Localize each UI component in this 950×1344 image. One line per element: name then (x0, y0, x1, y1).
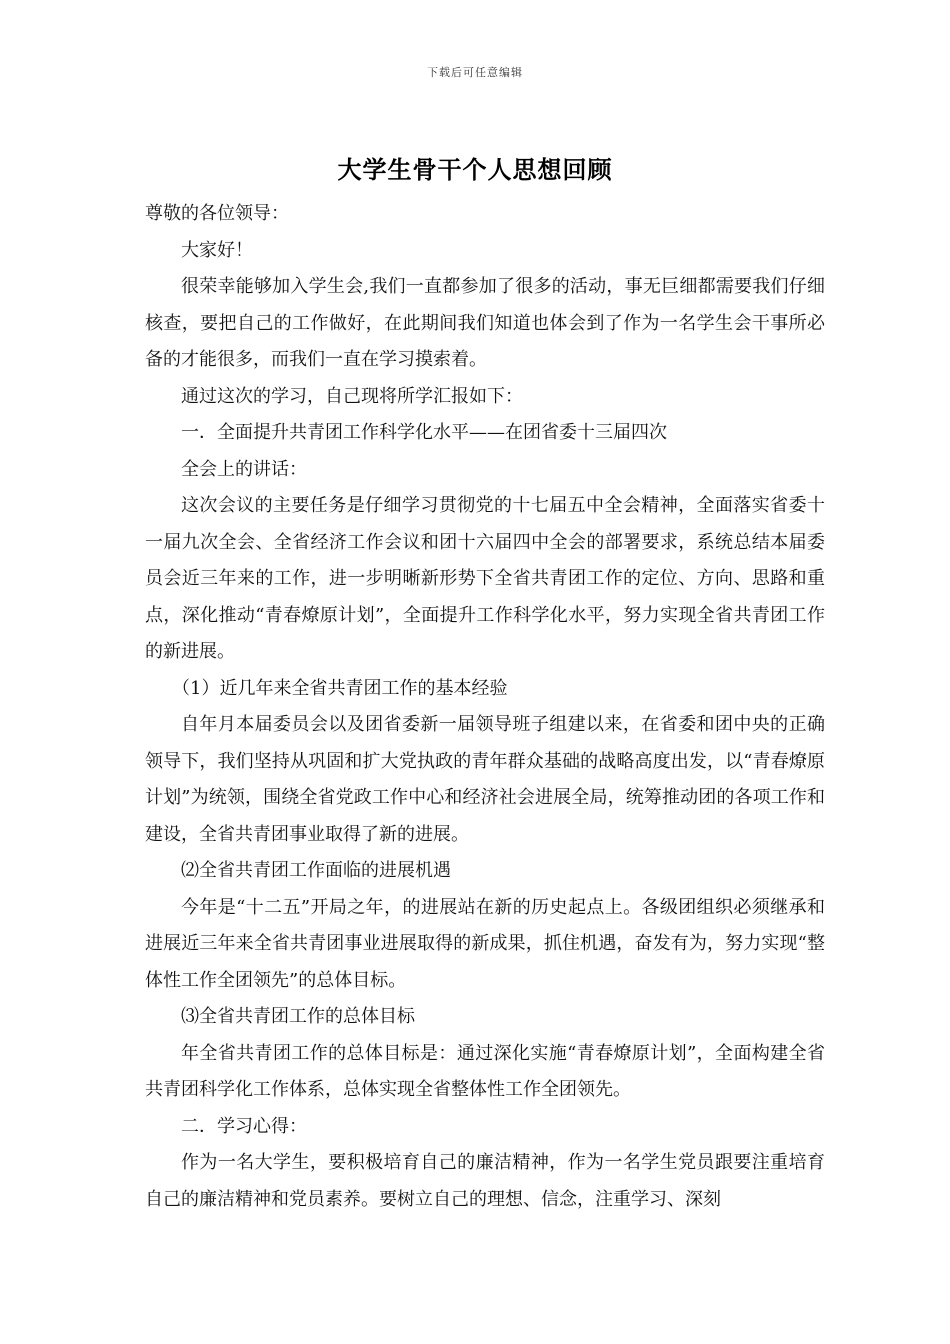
paragraph-greeting: 大家好！ (181, 239, 253, 261)
section-heading-1-cont: 全会上的讲话： (181, 458, 307, 480)
subheading-1: （1）近几年来全省共青团工作的基本经验 (172, 677, 508, 699)
paragraph-salutation: 尊敬的各位领导： (145, 203, 289, 224)
paragraph-report-lead: 通过这次的学习，自己现将所学汇报如下： (181, 385, 523, 407)
paragraph-intro: 很荣幸能够加入学生会,我们一直都参加了很多的活动，事无巨细都需要我们仔细核查，要把自己的工作做好，在此期间我们知道也体会到了作为一名学生会干事所必备的才能很多，而我们一直在学习摸索着。 (145, 276, 825, 370)
paragraph-reflection: 作为一名大学生，要积极培育自己的廉洁精神，作为一名学生党员跟要注重培育自己的廉洁精神和党员素养。要树立自己的理想、信念，注重学习、深刻 (145, 1152, 825, 1210)
paragraph-experience: 自年月本届委员会以及团省委新一届领导班子组建以来，在省委和团中央的正确领导下，我们坚持从巩固和扩大党执政的青年群众基础的战略高度出发，以“青春燎原计划”为统领，围绕全省党政工作中心和经济社会进展全局，统筹推动团的各项工作和建设，全省共青团事业取得了新的进展。 (145, 714, 825, 845)
paragraph-goals: 年全省共青团工作的总体目标是：通过深化实施“青春燎原计划”，全面构建全省共青团科学化工作体系，总体实现全省整体性工作全团领先。 (145, 1042, 825, 1100)
section-heading-2: 二．学习心得： (181, 1115, 307, 1137)
subheading-3: ⑶全省共青团工作的总体目标 (181, 1006, 415, 1027)
paragraph-meeting-tasks: 这次会议的主要任务是仔细学习贯彻党的十七届五中全会精神，全面落实省委十一届九次全会、全省经济工作会议和团十六届四中全会的部署要求，系统总结本届委员会近三年来的工作，进一步明晰新形势下全省共青团工作的定位、方向、思路和重点，深化推动“青春燎原计划”，全面提升工作科学化水平，努力实现全省共青团工作的新进展。 (145, 495, 825, 662)
header-note: 下载后可任意编辑 (427, 66, 523, 79)
section-heading-1: 一．全面提升共青团工作科学化水平——在团省委十三届四次 (181, 422, 667, 443)
document-title: 大学生骨干个人思想回顾 (337, 155, 613, 184)
document-body (145, 196, 825, 1218)
subheading-2: ⑵全省共青团工作面临的进展机遇 (181, 860, 451, 881)
paragraph-opportunities: 今年是“十二五”开局之年，的进展站在新的历史起点上。各级团组织必须继承和进展近三年来全省共青团事业进展取得的新成果，抓住机遇，奋发有为，努力实现“整体性工作全团领先”的总体目标。 (145, 896, 825, 991)
